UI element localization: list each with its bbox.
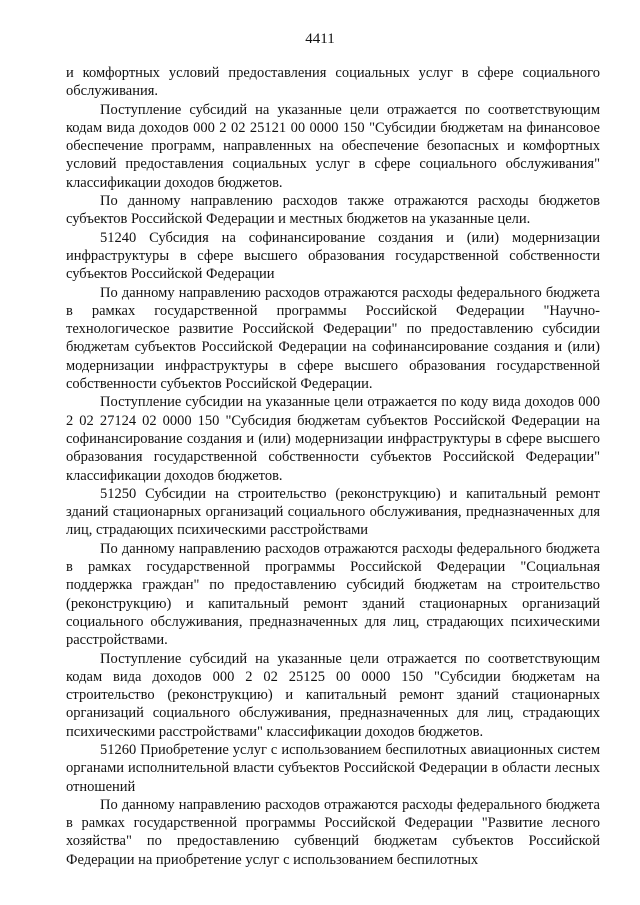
- paragraph-51240-expenses: По данному направлению расходов отражаются расходы федерального бюджета в рамках государственной программы Российской Федерации "Научно-технологическое развитие Российской Федерации" по предоставлению субсидии бюджетам субъектов Российской Федерации на софинансирование создания и (или) модернизации инфраструктуры в сфере высшего образования государственной собственности субъектов Российской Федерации.: [66, 284, 600, 393]
- document-body: [66, 64, 600, 869]
- page-number: 4411: [305, 31, 335, 47]
- heading-51240: 51240 Субсидия на софинансирование создания и (или) модернизации инфраструктуры в сфере высшего образования государственной собственности субъектов Российской Федерации: [66, 229, 600, 283]
- heading-51250: 51250 Субсидии на строительство (реконструкцию) и капитальный ремонт зданий стационарных организаций социального обслуживания, предназначенных для лиц, страдающих психическими расстройствами: [66, 485, 600, 539]
- paragraph-income-code-25121: Поступление субсидий на указанные цели отражается по соответствующим кодам вида доходов 000 2 02 25121 00 0000 150 "Субсидии бюджетам на финансовое обеспечение программ, направленных на обеспечение безопасных и комфортных условий предоставления социальных услуг в сфере социального обслуживания" классификации доходов бюджетов.: [66, 101, 600, 191]
- paragraph-regional-budgets: По данному направлению расходов также отражаются расходы бюджетов субъектов Российской Федерации и местных бюджетов на указанные цели.: [66, 193, 600, 228]
- heading-51260: 51260 Приобретение услуг с использованием беспилотных авиационных систем органами исполнительной власти субъектов Российской Федерации в области лесных отношений: [66, 741, 600, 795]
- paragraph-51260-expenses: По данному направлению расходов отражаются расходы федерального бюджета в рамках государственной программы Российской Федерации "Развитие лесного хозяйства" по предоставлению субвенций бюджетам субъектов Российской Федерации на приобретение услуг с использованием беспилотных: [66, 796, 600, 868]
- paragraph-51250-expenses: По данному направлению расходов отражаются расходы федерального бюджета в рамках государственной программы Российской Федерации "Социальная поддержка граждан" по предоставлению субсидий бюджетам на строительство (реконструкцию) и капитальный ремонт зданий стационарных организаций социального обслуживания, предназначенных для лиц, страдающих психическими расстройствами.: [66, 540, 600, 649]
- paragraph-income-code-25125: Поступление субсидий на указанные цели отражается по соответствующим кодам вида доходов 000 2 02 25125 00 0000 150 "Субсидии бюджетам на строительство (реконструкцию) и капитальный ремонт зданий стационарных организаций социального обслуживания, предназначенных для лиц, страдающих психическими расстройствами" классификации доходов бюджетов.: [66, 650, 600, 740]
- paragraph-continuation: и комфортных условий предоставления социальных услуг в сфере социального обслуживания.: [66, 65, 600, 100]
- paragraph-income-code-27124: Поступление субсидии на указанные цели отражается по коду вида доходов 000 2 02 27124 02 0000 150 "Субсидия бюджетам субъектов Российской Федерации на софинансирование создания и (или) модернизации инфраструктуры в сфере высшего образования государственной собственности субъектов Российской Федерации" классификации доходов бюджетов.: [66, 394, 600, 484]
